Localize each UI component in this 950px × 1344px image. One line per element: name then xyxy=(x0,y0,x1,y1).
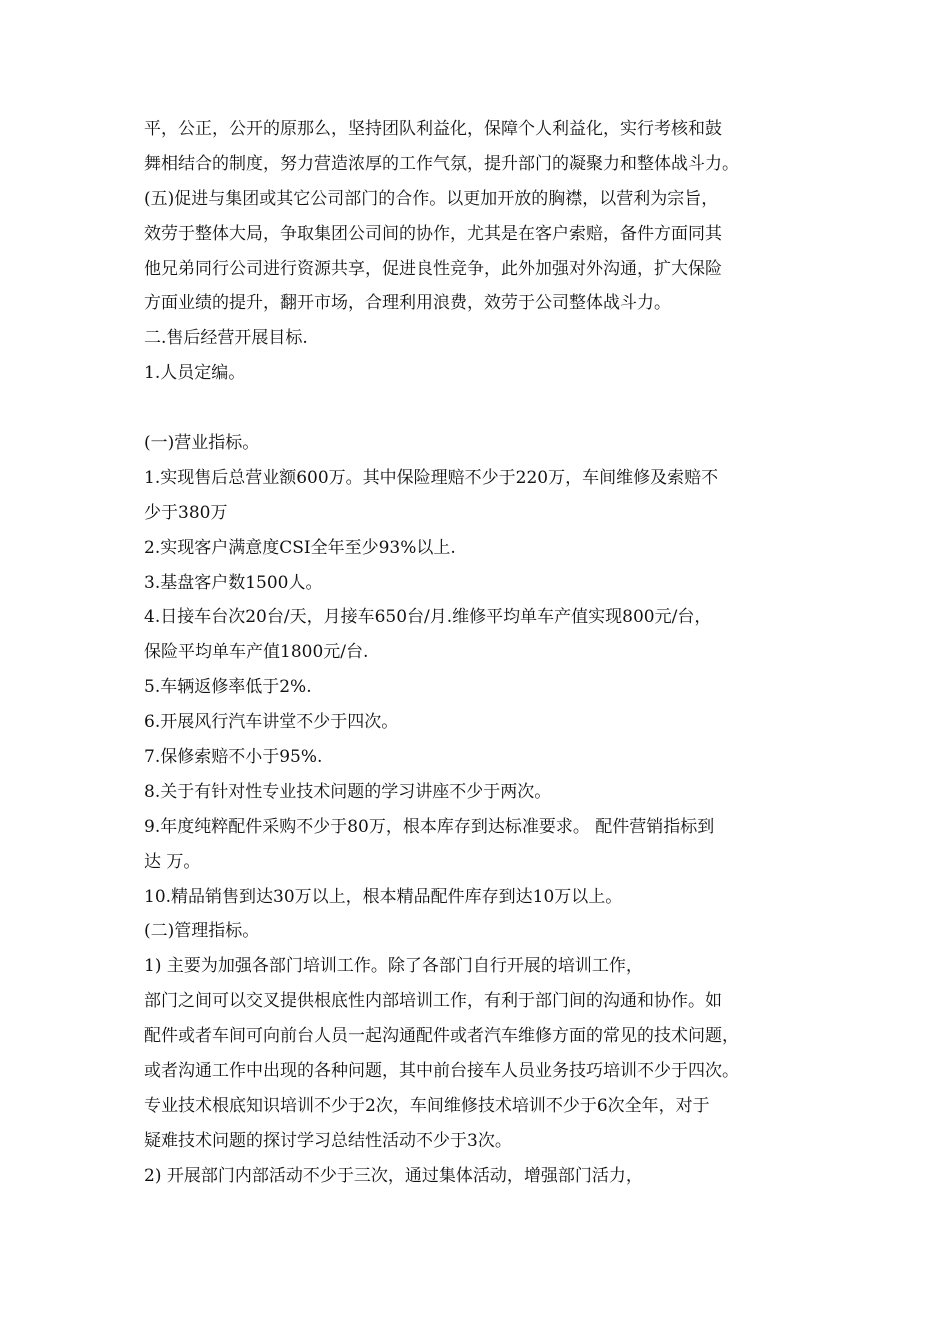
blank-line xyxy=(144,391,814,426)
document-body xyxy=(144,112,814,1194)
text-line: 他兄弟同行公司进行资源共享，促进良性竞争，此外加强对外沟通，扩大保险 xyxy=(144,258,722,279)
text-line: 1.实现售后总营业额600万。其中保险理赔不少于220万，车间维修及索赔不 xyxy=(144,467,719,488)
subsection-heading: (二)管理指标。 xyxy=(144,921,260,942)
text-line: 疑难技术问题的探讨学习总结性活动不少于3次。 xyxy=(144,1130,512,1151)
text-line: 效劳于整体大局，争取集团公司间的协作，尤其是在客户索赔，备件方面同其 xyxy=(144,223,722,244)
text-line: 4.日接车台次20台/天，月接车650台/月.维修平均单车产值实现800元/台， xyxy=(144,607,712,628)
text-line: 平，公正，公开的原那么，坚持团队利益化，保障个人利益化，实行考核和鼓 xyxy=(144,119,722,139)
text-line: 少于380万 xyxy=(144,502,228,523)
text-line: 10.精品销售到达30万以上，根本精品配件库存到达10万以上。 xyxy=(144,886,623,907)
text-line: 舞相结合的制度，努力营造浓厚的工作气氛，提升部门的凝聚力和整体战斗力。 xyxy=(144,153,739,174)
text-line: 1.人员定编。 xyxy=(144,363,246,384)
subsection-heading: (一)营业指标。 xyxy=(144,433,260,454)
text-line: (五)促进与集团或其它公司部门的合作。以更加开放的胸襟，以营利为宗旨， xyxy=(144,188,719,209)
text-line: 6.开展风行汽车讲堂不少于四次。 xyxy=(144,712,399,733)
text-line: 9.年度纯粹配件采购不少于80万，根本库存到达标准要求。 配件营销指标到 xyxy=(144,816,715,837)
text-line: 1) 主要为加强各部门培训工作。除了各部门自行开展的培训工作， xyxy=(144,956,643,977)
text-line: 专业技术根底知识培训不少于2次，车间维修技术培训不少于6次全年，对于 xyxy=(144,1095,710,1116)
text-line: 配件或者车间可向前台人员一起沟通配件或者汽车维修方面的常见的技术问题， xyxy=(144,1026,739,1047)
text-line: 2.实现客户满意度CSI全年至少93%以上. xyxy=(144,537,456,558)
section-heading: 二.售后经营开展目标. xyxy=(144,328,308,349)
text-line: 2) 开展部门内部活动不少于三次，通过集体活动，增强部门活力， xyxy=(144,1165,643,1186)
text-line: 或者沟通工作中出现的各种问题，其中前台接车人员业务技巧培训不少于四次。 xyxy=(144,1061,739,1082)
text-line: 方面业绩的提升，翻开市场，合理利用浪费，效劳于公司整体战斗力。 xyxy=(144,293,671,314)
text-line: 7.保修索赔不小于95%. xyxy=(144,747,323,768)
text-line: 保险平均单车产值1800元/台. xyxy=(144,642,369,663)
text-line: 部门之间可以交叉提供根底性内部培训工作，有利于部门间的沟通和协作。如 xyxy=(144,991,722,1012)
text-line: 达 万。 xyxy=(144,851,201,872)
text-line: 8.关于有针对性专业技术问题的学习讲座不少于两次。 xyxy=(144,781,552,802)
text-line: 5.车辆返修率低于2%. xyxy=(144,677,312,698)
text-line: 3.基盘客户数1500人。 xyxy=(144,572,323,593)
